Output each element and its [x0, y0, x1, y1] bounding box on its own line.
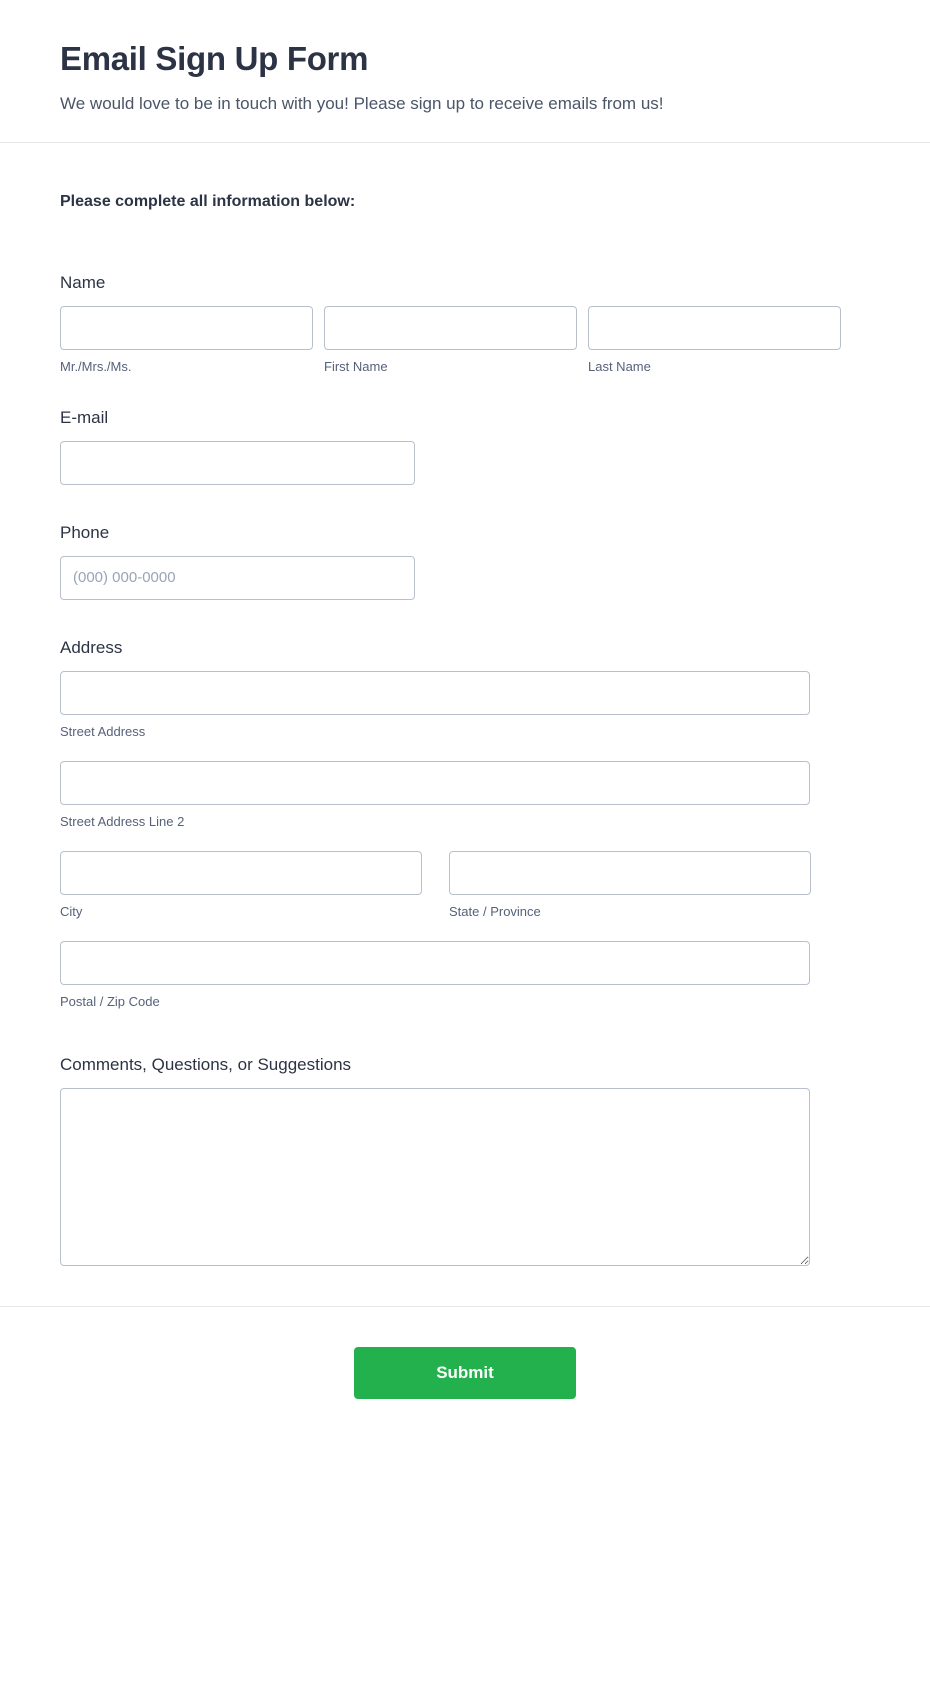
first-name-input[interactable] [324, 306, 577, 350]
form-instruction: Please complete all information below: [60, 192, 356, 210]
address-label: Address [60, 637, 123, 657]
name-inputs-row [60, 306, 870, 374]
postal-zip-input[interactable] [60, 941, 810, 985]
phone-label: Phone [60, 522, 110, 542]
email-input-group [60, 441, 415, 485]
name-prefix-input[interactable] [60, 306, 313, 350]
phone-input[interactable] [60, 556, 415, 600]
name-prefix-sublabel: Mr./Mrs./Ms. [60, 358, 132, 374]
street-address-line2-sublabel: Street Address Line 2 [60, 813, 185, 829]
postal-group [60, 941, 810, 1009]
phone-input-group [60, 556, 415, 600]
street-address-group [60, 671, 810, 739]
form-subtitle: We would love to be in touch with you! Please sign up to receive emails from us! [60, 93, 664, 113]
form-footer [0, 1307, 930, 1451]
field-comments [60, 1055, 870, 1266]
email-input[interactable] [60, 441, 415, 485]
city-state-row [60, 851, 870, 919]
submit-button[interactable]: Submit [354, 1347, 576, 1399]
postal-zip-sublabel: Postal / Zip Code [60, 993, 160, 1009]
page-title: Email Sign Up Form [60, 40, 369, 77]
last-name-sublabel: Last Name [588, 358, 651, 374]
state-province-input[interactable] [449, 851, 811, 895]
name-prefix-group [60, 306, 313, 374]
comments-input-group [60, 1088, 810, 1266]
field-email [60, 408, 870, 485]
email-label: E-mail [60, 407, 109, 427]
field-phone [60, 523, 870, 600]
street-address-input[interactable] [60, 671, 810, 715]
street-address-line2-input[interactable] [60, 761, 810, 805]
name-label: Name [60, 272, 106, 292]
form-body [0, 143, 930, 1307]
field-address [60, 638, 870, 1009]
street-address-2-group [60, 761, 810, 829]
comments-label: Comments, Questions, or Suggestions [60, 1054, 352, 1074]
city-group [60, 851, 422, 919]
city-sublabel: City [60, 903, 83, 919]
name-last-group [588, 306, 841, 374]
state-group [449, 851, 811, 919]
city-input[interactable] [60, 851, 422, 895]
field-name [60, 273, 870, 374]
name-first-group [324, 306, 577, 374]
comments-textarea[interactable] [60, 1088, 810, 1266]
state-province-sublabel: State / Province [449, 903, 541, 919]
first-name-sublabel: First Name [324, 358, 388, 374]
last-name-input[interactable] [588, 306, 841, 350]
street-address-sublabel: Street Address [60, 723, 146, 739]
form-header [0, 0, 930, 143]
